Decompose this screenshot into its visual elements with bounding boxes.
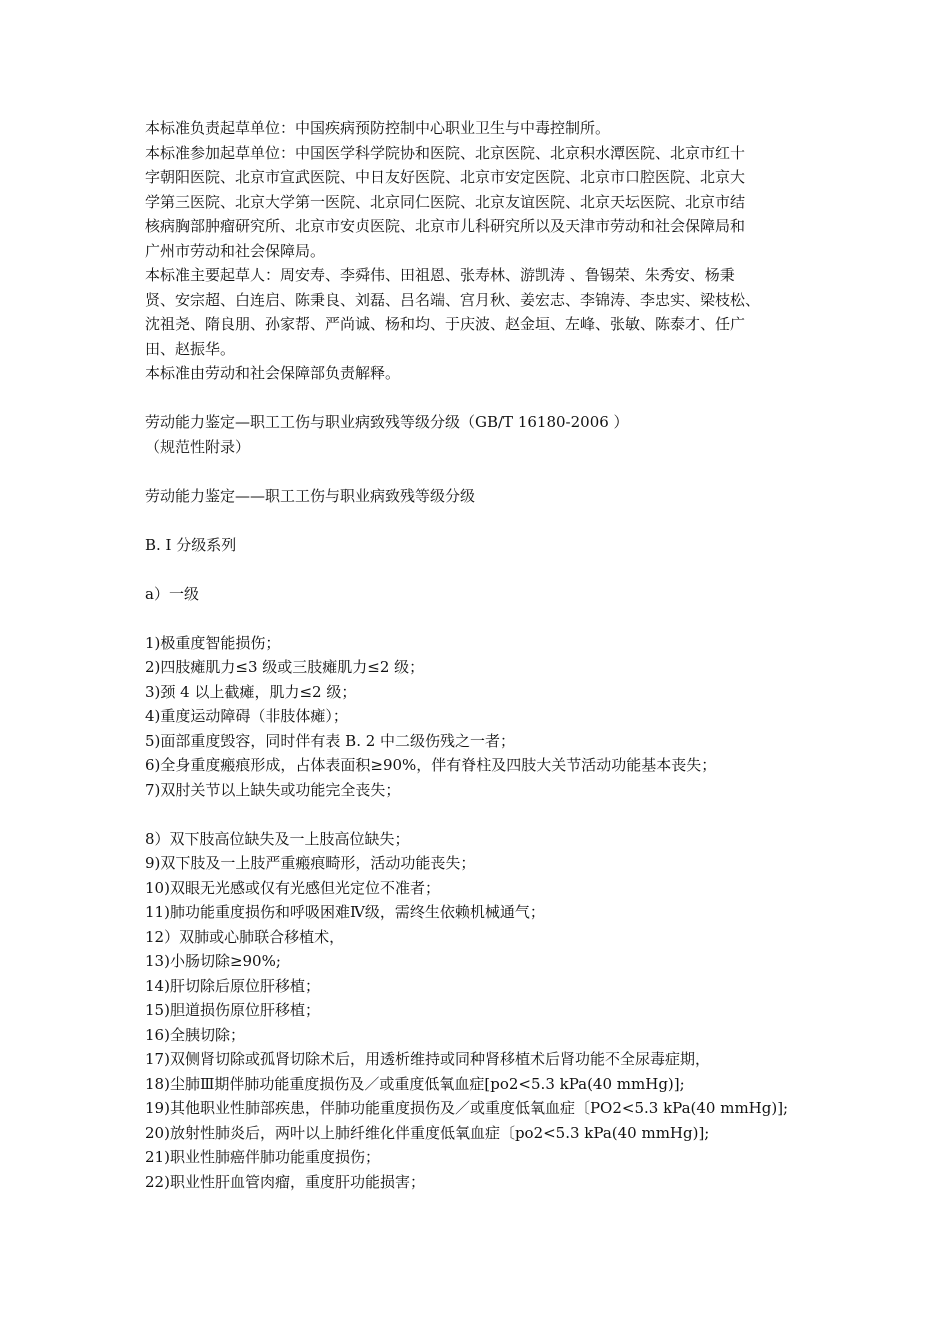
grade-heading: a）一级 bbox=[145, 584, 199, 603]
list-item: 16)全胰切除； bbox=[145, 1025, 245, 1044]
list-item: 15)胆道损伤原位肝移植； bbox=[145, 1001, 320, 1019]
list-item: 22)职业性肝血管肉瘤，重度肝功能损害； bbox=[145, 1172, 425, 1191]
preface-block bbox=[145, 116, 815, 386]
document-body bbox=[145, 116, 815, 1194]
list-item: 10)双眼无光感或仅有光感但光定位不准者； bbox=[145, 878, 440, 897]
list-item: 9)双下肢及一上肢严重瘢痕畸形，活动功能丧失； bbox=[145, 854, 476, 872]
list-item: 17)双侧肾切除或孤肾切除术后，用透析维持或同种肾移植术后肾功能不全尿毒症期， bbox=[145, 1050, 710, 1068]
spacer bbox=[145, 459, 815, 484]
spacer bbox=[145, 606, 815, 631]
appendix-title: 劳动能力鉴定—职工工伤与职业病致残等级分级（GB/T 16180-2006 ） bbox=[145, 413, 629, 431]
criteria-list-2 bbox=[145, 827, 815, 1195]
preface-line: 贤、安宗超、白连启、陈秉良、刘磊、吕名端、宫月秋、姜宏志、李锦涛、李忠实、梁枝松、 bbox=[145, 290, 761, 309]
preface-line: 本标准由劳动和社会保障部负责解释。 bbox=[145, 364, 401, 382]
list-item: 8）双下肢高位缺失及一上肢高位缺失； bbox=[145, 829, 410, 848]
preface-line: 本标准负责起草单位：中国疾病预防控制中心职业卫生与中毒控制所。 bbox=[145, 119, 611, 137]
list-item: 19)其他职业性肺部疾患，伴肺功能重度损伤及／或重度低氧血症〔PO2<5.3 kPa(40 mmHg)]; bbox=[145, 1099, 789, 1117]
list-item: 4)重度运动障碍（非肢体瘫）； bbox=[145, 707, 348, 725]
list-item: 14)肝切除后原位肝移植； bbox=[145, 976, 320, 995]
list-item: 3)颈 4 以上截瘫，肌力≤2 级； bbox=[145, 682, 357, 701]
preface-line: 本标准参加起草单位：中国医学科学院协和医院、北京医院、北京积水潭医院、北京市红十 bbox=[145, 143, 746, 162]
list-item: 11)肺功能重度损伤和呼吸困难Ⅳ级，需终生依赖机械通气； bbox=[145, 903, 545, 921]
preface-line: 本标准主要起草人：周安寿、李舜伟、田祖恩、张寿林、游凯涛 、鲁锡荣、朱秀安、杨秉 bbox=[145, 266, 735, 284]
preface-line: 沈祖尧、隋良朋、孙家帮、严尚诚、杨和均、于庆波、赵金垣、左峰、张敏、陈泰才、任广 bbox=[145, 315, 746, 333]
spacer bbox=[145, 508, 815, 533]
list-item: 13)小肠切除≥90%; bbox=[145, 952, 281, 970]
appendix-subtitle: 劳动能力鉴定——职工工伤与职业病致残等级分级 bbox=[145, 486, 476, 505]
preface-line: 广州市劳动和社会保障局。 bbox=[145, 241, 326, 260]
list-item: 18)尘肺Ⅲ期伴肺功能重度损伤及／或重度低氧血症[po2<5.3 kPa(40 mmHg)]; bbox=[145, 1074, 685, 1093]
list-item: 6)全身重度瘢痕形成，占体表面积≥90%，伴有脊柱及四肢大关节活动功能基本丧失； bbox=[145, 756, 717, 774]
list-item: 12）双肺或心肺联合移植术， bbox=[145, 927, 345, 946]
criteria-list-1 bbox=[145, 631, 815, 803]
list-item: 2)四肢瘫肌力≤3 级或三肢瘫肌力≤2 级； bbox=[145, 658, 425, 676]
list-item: 20)放射性肺炎后，两叶以上肺纤维化伴重度低氧血症〔po2<5.3 kPa(40 mmHg)]; bbox=[145, 1123, 710, 1142]
preface-line: 田、赵振华。 bbox=[145, 339, 236, 358]
list-item: 5)面部重度毁容，同时伴有表 B. 2 中二级伤残之一者； bbox=[145, 731, 516, 750]
list-item: 1)极重度智能损伤； bbox=[145, 633, 281, 652]
preface-line: 字朝阳医院、北京市宣武医院、中日友好医院、北京市安定医院、北京市口腔医院、北京大 bbox=[145, 168, 746, 186]
appendix-note: （规范性附录） bbox=[145, 437, 251, 456]
spacer bbox=[145, 386, 815, 411]
list-item: 21)职业性肺癌伴肺功能重度损伤； bbox=[145, 1148, 380, 1166]
list-item: 7)双肘关节以上缺失或功能完全丧失； bbox=[145, 780, 401, 799]
spacer bbox=[145, 557, 815, 582]
spacer bbox=[145, 802, 815, 827]
preface-line: 学第三医院、北京大学第一医院、北京同仁医院、北京友谊医院、北京天坛医院、北京市结 bbox=[145, 192, 746, 211]
section-heading: B. I 分级系列 bbox=[145, 535, 237, 554]
preface-line: 核病胸部肿瘤研究所、北京市安贞医院、北京市儿科研究所以及天津市劳动和社会保障局和 bbox=[145, 217, 746, 235]
